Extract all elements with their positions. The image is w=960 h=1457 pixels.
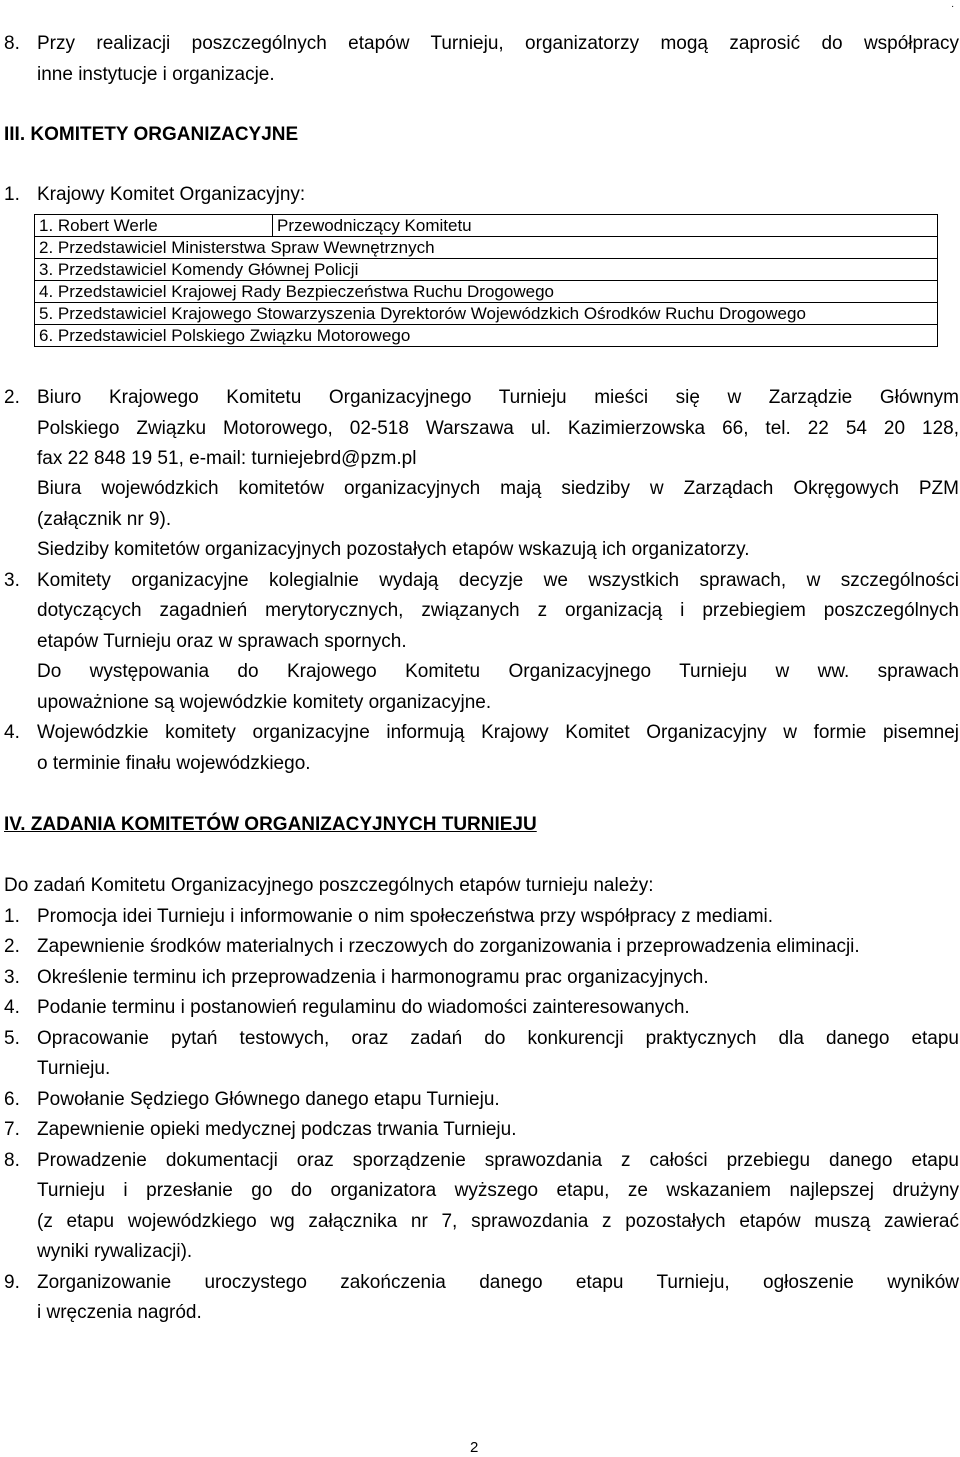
item-text: Prowadzenie dokumentacji oraz sporządzenie sprawozdania z całości przebiegu danego etapu: [37, 1150, 959, 1171]
item-number: 9.: [4, 1272, 20, 1293]
item-text: Polskiego Związku Motorowego, 02-518 Warszawa ul. Kazimierzowska 66, tel. 22 54 20 128,: [37, 418, 959, 439]
table-cell: 3. Przedstawiciel Komendy Głównej Policji: [35, 259, 938, 281]
item-text: Do występowania do Krajowego Komitetu Organizacyjnego Turnieju w ww. sprawach: [37, 661, 959, 682]
item-text: upoważnione są wojewódzkie komitety organizacyjne.: [37, 692, 492, 713]
table-row: [35, 281, 938, 303]
table-cell: 2. Przedstawiciel Ministerstwa Spraw Wewnętrznych: [35, 237, 938, 259]
item-number: 1.: [4, 906, 20, 927]
item-number: 6.: [4, 1089, 20, 1110]
item-text: Promocja idei Turnieju i informowanie o nim społeczeństwa przy współpracy z mediami.: [37, 906, 774, 927]
item-text: fax 22 848 19 51, e-mail: turniejebrd@pzm.pl: [37, 448, 417, 469]
item-number: 1.: [4, 184, 20, 205]
item-text: Podanie terminu i postanowień regulaminu do wiadomości zainteresowanych.: [37, 997, 690, 1018]
table-row: [35, 259, 938, 281]
item-text: Wojewódzkie komitety organizacyjne informują Krajowy Komitet Organizacyjny w formie pisemnej: [37, 722, 959, 743]
item-number: 7.: [4, 1119, 20, 1140]
item-text: Przy realizacji poszczególnych etapów Turnieju, organizatorzy mogą zaprosić do współpracy: [37, 33, 959, 54]
item-text: Siedziby komitetów organizacyjnych pozostałych etapów wskazują ich organizatorzy.: [37, 539, 750, 560]
item-text: Biuro Krajowego Komitetu Organizacyjnego Turnieju mieści się w Zarządzie Głównym: [37, 387, 959, 408]
item-text: Zapewnienie opieki medycznej podczas trwania Turnieju.: [37, 1119, 517, 1140]
table-row: [35, 237, 938, 259]
item-number: 4.: [4, 722, 20, 743]
item-text: Zorganizowanie uroczystego zakończenia danego etapu Turnieju, ogłoszenie wyników: [37, 1272, 959, 1293]
item-text: Komitety organizacyjne kolegialnie wydają decyzje we wszystkich sprawach, w szczególności: [37, 570, 959, 591]
item-text: o terminie finału wojewódzkiego.: [37, 753, 311, 774]
item-number: 8.: [4, 1150, 20, 1171]
item-number: 5.: [4, 1028, 20, 1049]
item-text: i wręczenia nagród.: [37, 1302, 202, 1323]
item-text: etapów Turnieju oraz w sprawach spornych.: [37, 631, 407, 652]
item-text: Opracowanie pytań testowych, oraz zadań do konkurencji praktycznych dla danego etapu: [37, 1028, 959, 1049]
item-text: (z etapu wojewódzkiego wg załącznika nr 7, sprawozdania z pozostałych etapów muszą zawierać: [37, 1211, 959, 1232]
item-text: Krajowy Komitet Organizacyjny:: [37, 184, 306, 205]
item-text: Turnieju.: [37, 1058, 111, 1079]
item-text: Zapewnienie środków materialnych i rzeczowych do zorganizowania i przeprowadzenia eliminacji.: [37, 936, 860, 957]
item-text: Powołanie Sędziego Głównego danego etapu Turnieju.: [37, 1089, 500, 1110]
item-number: 2.: [4, 936, 20, 957]
item-text: Określenie terminu ich przeprowadzenia i harmonogramu prac organizacyjnych.: [37, 967, 709, 988]
item-text: inne instytucje i organizacje.: [37, 64, 275, 85]
item-text: Turnieju i przesłanie go do organizatora wyższego etapu, ze wskazaniem najlepszej drużyny: [37, 1180, 959, 1201]
item-text: (załącznik nr 9).: [37, 509, 172, 530]
table-cell: 1. Robert Werle: [35, 215, 273, 237]
table-row: [35, 215, 938, 237]
section-intro: Do zadań Komitetu Organizacyjnego poszczególnych etapów turnieju należy:: [4, 875, 654, 896]
page-number: 2: [470, 1439, 479, 1456]
item-number: 2.: [4, 387, 20, 408]
item-number: 3.: [4, 967, 20, 988]
item-number: 8.: [4, 33, 20, 54]
table-cell: 4. Przedstawiciel Krajowej Rady Bezpieczeństwa Ruchu Drogowego: [35, 281, 938, 303]
table-cell: 6. Przedstawiciel Polskiego Związku Motorowego: [35, 325, 938, 347]
corner-mark: .: [951, 0, 954, 10]
item-text: Biura wojewódzkich komitetów organizacyjnych mają siedziby w Zarządach Okręgowych PZM: [37, 478, 959, 499]
table-cell: 5. Przedstawiciel Krajowego Stowarzyszenia Dyrektorów Wojewódzkich Ośrodków Ruchu Drogowego: [35, 303, 938, 325]
item-text: wyniki rywalizacji).: [37, 1241, 193, 1262]
table-cell: Przewodniczący Komitetu: [273, 215, 938, 237]
item-number: 3.: [4, 570, 20, 591]
item-text: dotyczących zagadnień merytorycznych, związanych z organizacją i przebiegiem poszczególnych: [37, 600, 959, 621]
table-row: [35, 325, 938, 347]
section-heading: IV. ZADANIA KOMITETÓW ORGANIZACYJNYCH TURNIEJU: [4, 814, 537, 835]
section-heading: III. KOMITETY ORGANIZACYJNE: [4, 124, 299, 145]
table-row: [35, 303, 938, 325]
item-number: 4.: [4, 997, 20, 1018]
committee-table: [34, 214, 938, 347]
